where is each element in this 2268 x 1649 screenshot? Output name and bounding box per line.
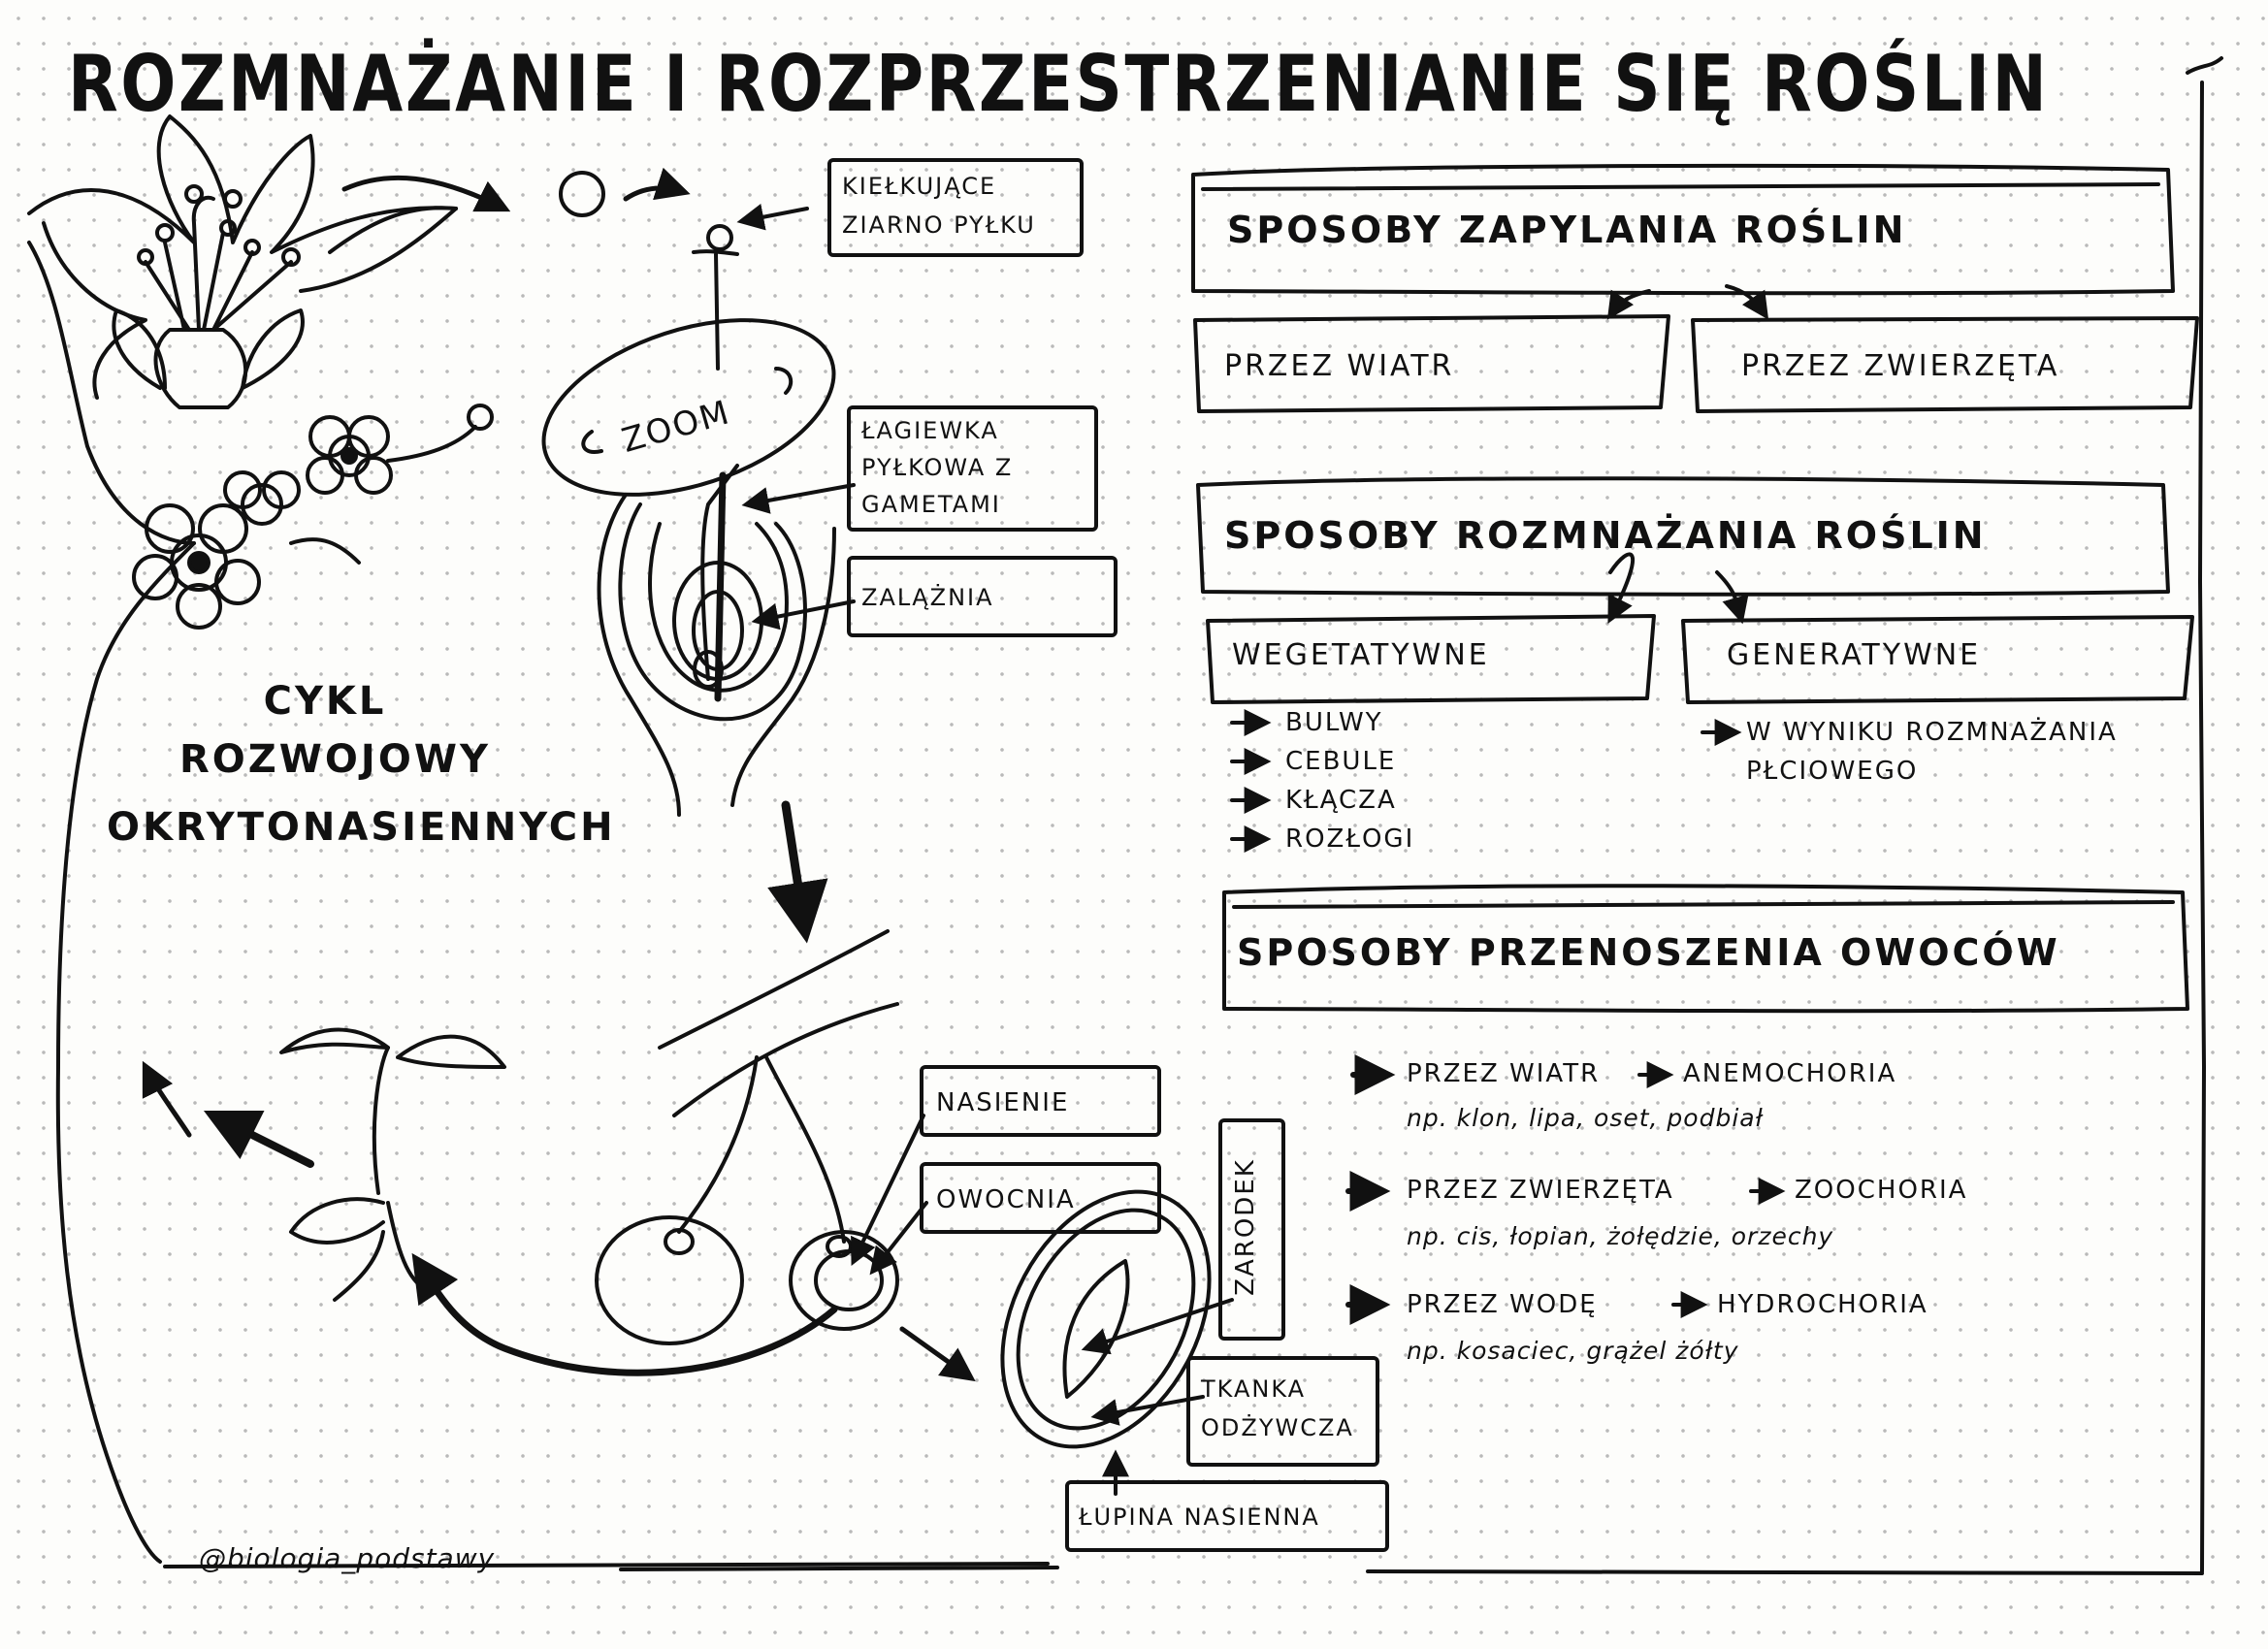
label-endosperm-1: TKANKA [1201, 1375, 1307, 1403]
label-ovule: ZALĄŻNIA [861, 584, 994, 611]
label-pollen-tube-3: GAMETAMI [861, 491, 1001, 518]
dispersal-examples-wind: np. klon, lipa, oset, podbiał [1407, 1104, 1764, 1132]
dispersal-examples-animals: np. cis, łopian, żołędzie, orzechy [1407, 1222, 1834, 1250]
label-pollen-grain-1: KIEŁKUJĄCE [842, 173, 997, 200]
label-endosperm-2: ODŻYWCZA [1201, 1414, 1354, 1441]
label-pollen-tube-1: ŁAGIEWKA [861, 417, 999, 444]
flower-icon [29, 116, 456, 407]
reproduction-option-generative: GENERATYWNE [1727, 638, 1982, 672]
dispersal-agent-wind: PRZEZ WIATR [1407, 1059, 1601, 1088]
label-zoom: ZOOM [617, 393, 735, 461]
dispersal-term-wind: ANEMOCHORIA [1683, 1059, 1897, 1088]
cycle-title-line2: ROZWOJOWY [179, 737, 491, 782]
label-embryo: ZARODEK [1230, 1158, 1260, 1296]
dispersal-term-animals: ZOOCHORIA [1795, 1176, 1968, 1205]
signature: @biologia_podstawy [199, 1542, 496, 1574]
dispersal-agent-water: PRZEZ WODĘ [1407, 1290, 1598, 1319]
dispersal-agent-animals: PRZEZ ZWIERZĘTA [1407, 1176, 1674, 1205]
generative-note-2: PŁCIOWEGO [1746, 757, 1919, 786]
reproduction-heading: SPOSOBY ROZMNAŻANIA ROŚLIN [1224, 514, 1987, 557]
page-title: ROZMNAŻANIE I ROZPRZESTRZENIANIE SIĘ ROŚLIN [68, 39, 2050, 129]
label-pollen-tube-2: PYŁKOWA Z [861, 454, 1014, 481]
reproduction-option-vegetative: WEGETATYWNE [1232, 638, 1490, 672]
arrow-icon [786, 805, 805, 931]
label-seed: NASIENIE [936, 1088, 1070, 1117]
dispersal-term-water: HYDROCHORIA [1717, 1290, 1928, 1319]
cherry-icon [597, 931, 926, 1343]
ovule-icon [599, 466, 855, 815]
cycle-title-line1: CYKL [263, 679, 387, 724]
dispersal-examples-water: np. kosaciec, grążel żółty [1407, 1337, 1739, 1365]
vegetative-item-rozlogi: ROZŁOGI [1285, 824, 1415, 854]
generative-note-1: W WYNIKU ROZMNAŻANIA [1746, 718, 2118, 747]
pollination-option-wind: PRZEZ WIATR [1224, 349, 1455, 383]
pollination-heading: SPOSOBY ZAPYLANIA ROŚLIN [1227, 209, 1907, 251]
pollination-option-animals: PRZEZ ZWIERZĘTA [1741, 349, 2060, 383]
dispersal-heading: SPOSOBY PRZENOSZENIA OWOCÓW [1237, 931, 2060, 974]
label-pollen-grain-2: ZIARNO PYŁKU [842, 211, 1036, 239]
cycle-title-line3: OKRYTONASIENNYCH [107, 805, 616, 850]
vegetative-item-bulwy: BULWY [1285, 708, 1383, 737]
cycle-stem [29, 242, 194, 1562]
vegetative-item-cebule: CEBULE [1285, 747, 1397, 776]
pollen-grain-icon [344, 173, 807, 369]
label-seed-coat: ŁUPINA NASIENNA [1079, 1504, 1320, 1531]
seedling-icon [146, 1029, 834, 1373]
vegetative-item-klacza: KŁĄCZA [1285, 786, 1397, 815]
label-pericarp: OWOCNIA [936, 1185, 1076, 1214]
blossom-icon [134, 405, 492, 628]
